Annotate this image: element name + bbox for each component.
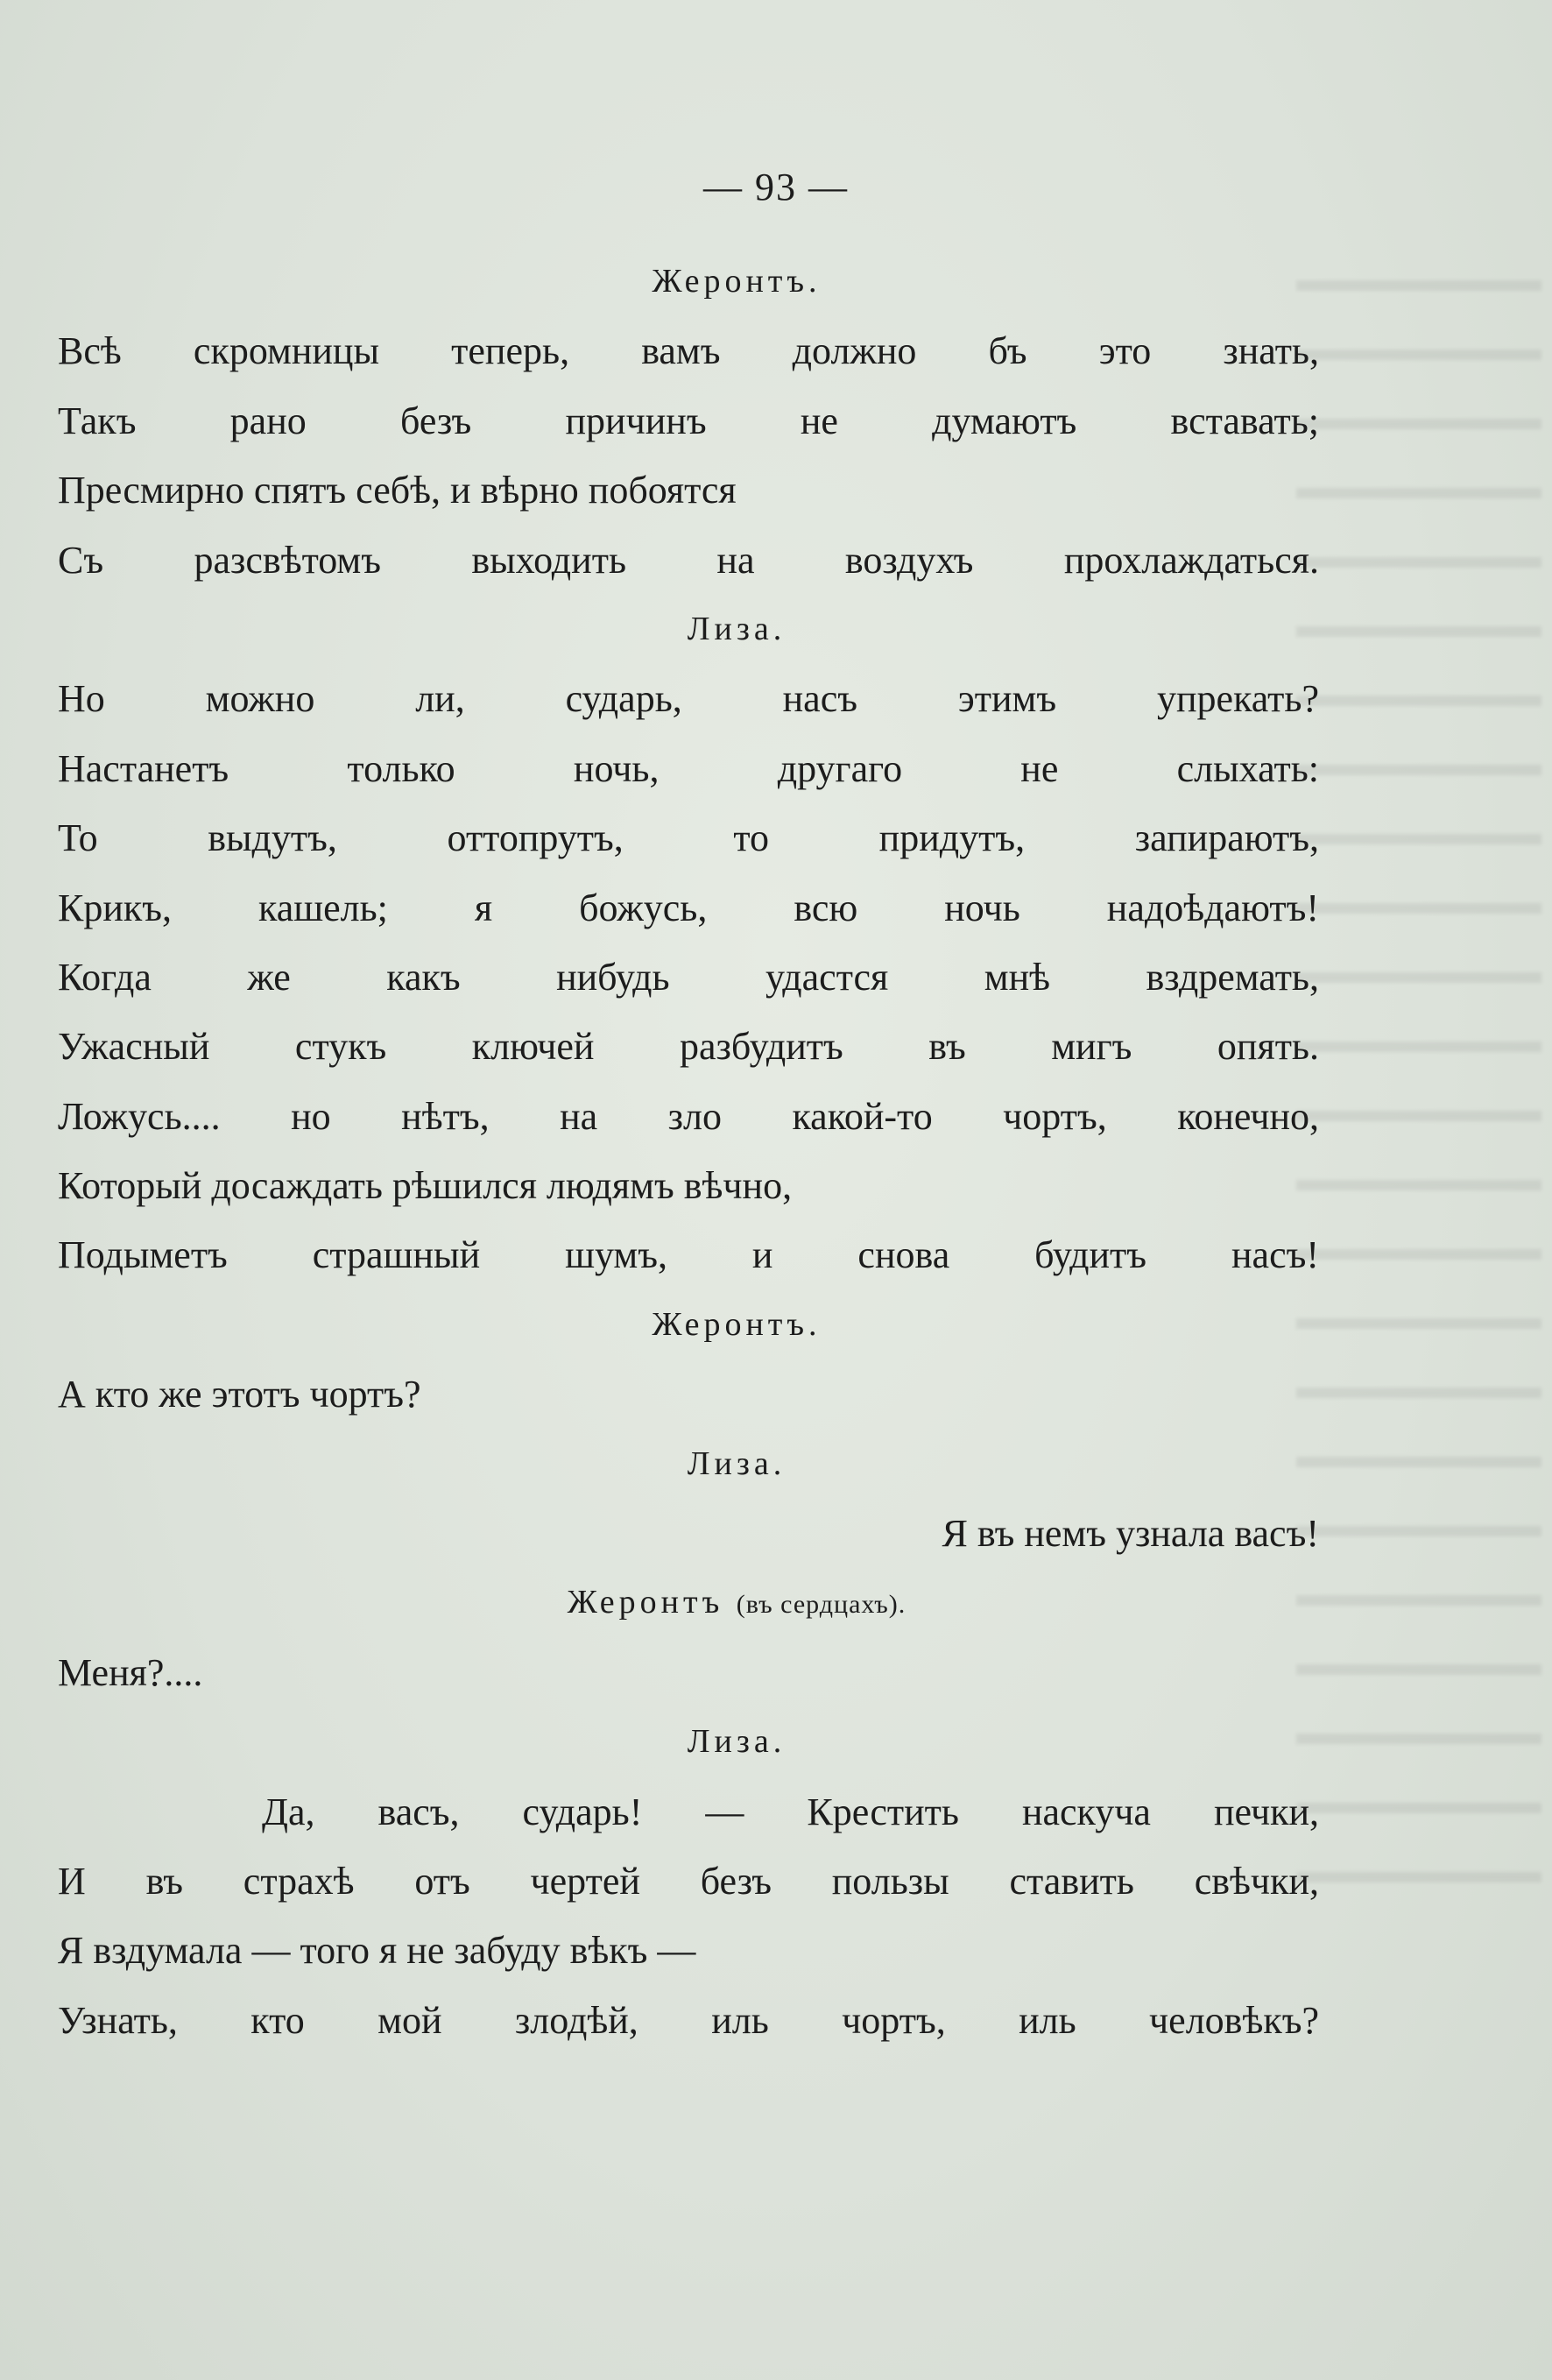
- speaker-label: Лиза.: [687, 610, 787, 647]
- verse-line: Я вздумала — того я не забуду вѣкъ —: [58, 1929, 696, 1973]
- speaker-label: Жеронтъ: [567, 1584, 724, 1621]
- verse-line: Меня?....: [58, 1650, 203, 1694]
- bleed-through-shadow: [1296, 245, 1541, 1910]
- verse-line: Узнать, кто мой злодѣй, иль чортъ, иль человѣкъ?: [58, 1998, 1319, 2042]
- verse-line: Ужасный стукъ ключей разбудитъ въ мигъ опять.: [58, 1025, 1319, 1069]
- verse-line: То выдутъ, оттопрутъ, то придутъ, запираютъ,: [58, 816, 1319, 860]
- speaker-label: Жеронтъ.: [652, 1305, 822, 1343]
- speaker-name: [58, 595, 1319, 664]
- verse-line: Я въ немъ узнала васъ!: [942, 1512, 1319, 1556]
- speaker-name: [58, 1568, 1319, 1637]
- verse-line: Подыметъ страшный шумъ, и снова будитъ насъ!: [58, 1233, 1319, 1277]
- verse-line: Крикъ, кашель; я божусь, всю ночь надоѣдаютъ!: [58, 886, 1319, 929]
- play-text: [58, 247, 1319, 2055]
- verse-line: Такъ рано безъ причинъ не думаютъ вставать;: [58, 399, 1319, 442]
- speaker-label: Лиза.: [687, 1723, 787, 1761]
- speaker-label: Лиза.: [687, 1444, 787, 1482]
- page-number: — 93 —: [703, 166, 849, 208]
- speaker-name: [58, 1430, 1319, 1499]
- verse-line: Пресмирно спятъ себѣ, и вѣрно побоятся: [58, 469, 737, 512]
- verse-line: Когда же какъ нибудь удастся мнѣ вздремать,: [58, 955, 1319, 999]
- verse-line: Да, васъ, сударь! — Крестить наскуча печки,: [262, 1790, 1319, 1833]
- speaker-name: [58, 1707, 1319, 1776]
- speaker-name: [58, 247, 1319, 316]
- verse-line: Съ разсвѣтомъ выходить на воздухъ прохлаждаться.: [58, 538, 1319, 582]
- verse-line: Ложусь.... но нѣтъ, на зло какой-то чортъ, конечно,: [58, 1094, 1319, 1138]
- verse-line: Настанетъ только ночь, другаго не слыхать:: [58, 746, 1319, 790]
- verse-line: Всѣ скромницы теперь, вамъ должно бъ это знать,: [58, 329, 1319, 373]
- speaker-label: Жеронтъ.: [652, 263, 822, 300]
- speaker-name: [58, 1290, 1319, 1359]
- verse-line: Который досаждать рѣшился людямъ вѣчно,: [58, 1164, 793, 1208]
- stage-direction: (въ сердцахъ).: [736, 1590, 907, 1620]
- verse-line: Но можно ли, сударь, насъ этимъ упрекать?: [58, 677, 1319, 721]
- verse-line: А кто же этотъ чортъ?: [58, 1373, 421, 1416]
- verse-line: И въ страхѣ отъ чертей безъ пользы ставить свѣчки,: [58, 1859, 1319, 1903]
